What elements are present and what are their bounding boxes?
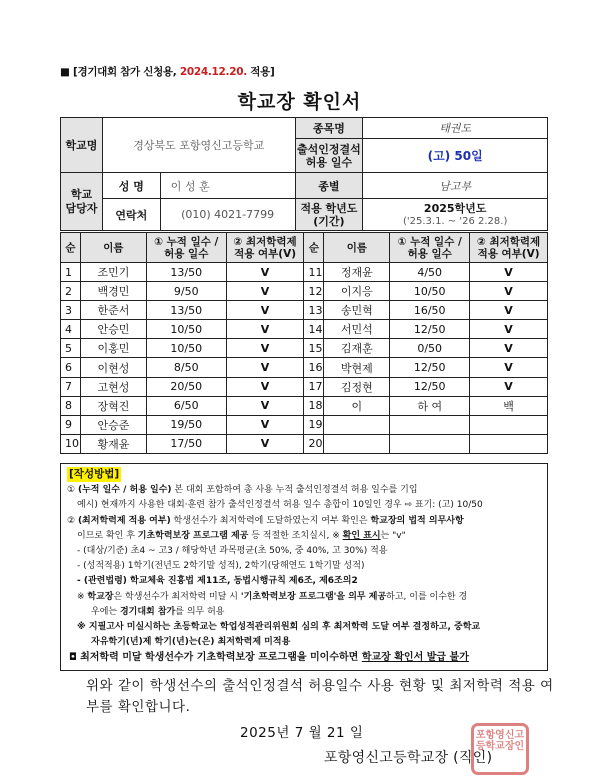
header-date: 2024.12.20. [179,66,247,78]
student-days: 12/50 [390,377,470,396]
supervisor-name: 이 성 훈 [160,173,295,199]
instruction-line: - (관련법령) 학교체육 진흥법 제11조, 동법시행규칙 제6조, 제6조의2 [77,576,358,587]
student-no: 2 [61,282,81,301]
student-no: 16 [304,358,324,377]
instruction-bold: '기초학력보장 프로그램'을 의무 제공 [240,591,387,602]
instruction-bold: 학교장의 법적 의무사항 [370,515,464,526]
student-name: 서민석 [324,320,390,339]
student-no: 5 [61,339,81,358]
student-days: 4/50 [390,263,470,282]
year-label [295,199,363,231]
student-check: V [226,434,304,453]
form-header [60,64,275,79]
table-row [61,396,548,415]
instruction-bold: 확인 표시 [342,530,381,541]
days-label [295,139,363,173]
year-label-line2: (기간) [313,214,345,228]
instructions-heading [67,467,541,483]
student-no: 8 [61,396,81,415]
header-no-right: 순 [304,233,324,263]
supervisor-label [61,173,103,231]
student-name: 백경민 [80,282,146,301]
instruction-bold: (누적 일수 / 허용 일수) [77,485,172,496]
student-days: 12/50 [390,320,470,339]
student-name: 안승민 [80,320,146,339]
event-label: 종목명 [295,118,363,139]
student-check: V [226,301,304,320]
period-value: ('25.3.1. ~ '26 2.28.) [402,215,508,227]
student-check: V [226,396,304,415]
student-check: V [226,263,304,282]
header-days-right [390,233,470,263]
student-days: 13/50 [146,263,226,282]
student-no: 14 [304,320,324,339]
student-check: V [470,339,548,358]
table-row [61,301,548,320]
student-name: 정재윤 [324,263,390,282]
student-no: 10 [61,434,81,453]
instruction-bold: 학교장 [87,591,114,602]
student-check: V [226,415,304,434]
student-no: 11 [304,263,324,282]
instruction-line [67,590,541,605]
instruction-text: 우에는 [91,606,120,617]
student-days: 10/50 [146,339,226,358]
header-no-left: 순 [61,233,81,263]
student-days: 0/50 [390,339,470,358]
student-days: 10/50 [390,282,470,301]
student-check: V [226,377,304,396]
student-days: 10/50 [146,320,226,339]
student-days: 19/50 [146,415,226,434]
instruction-line: ※ 지필고사 미실시하는 초등학교는 학업성적관리위원회 심의 후 최저학력 도달 여부 결정하고, 중학교 [77,622,481,633]
instructions-tag: [작성방법] [67,467,121,482]
student-name: 이 [324,396,390,415]
student-name: 황재윤 [80,434,146,453]
student-days: 8/50 [146,358,226,377]
header-acad-left [226,233,304,263]
school-name: 경상북도 포항영신고등학교 [102,118,295,173]
table-row [61,339,548,358]
student-no: 3 [61,301,81,320]
instruction-text: 를 의무 허용 [175,606,225,617]
header-name-left: 이름 [80,233,146,263]
student-name: 이홍민 [80,339,146,358]
contact-label: 연락처 [102,199,160,231]
header-days-line1: ① 누적 일수 / [397,235,462,248]
student-name [324,434,390,453]
student-days: 13/50 [146,301,226,320]
year-value: 2025학년도 [423,201,487,215]
instruction-line [67,650,541,665]
student-days: 20/50 [146,377,226,396]
table-row [61,282,548,301]
student-name: 이현성 [80,358,146,377]
instruction-line: 예시) 현재까지 사용한 대회·훈련 참가 출석인정결석 허용 일수 총합이 10일인 경우 ⇨ 표기: (고) 10/50 [77,500,483,511]
student-check: V [226,320,304,339]
header-suffix: 적용] [246,66,275,78]
instruction-text: 학생선수가 최저학력에 도달하였는지 여부 확인은 [170,515,371,526]
table-row [61,358,548,377]
student-name: 조민기 [80,263,146,282]
student-days: 하 여 [390,396,470,415]
header-acad-right [470,233,548,263]
student-no: 6 [61,358,81,377]
instruction-line [67,514,541,529]
instruction-text: 은 학생선수가 최저학력 미달 시 [113,591,241,602]
header-acad-line2: 적용 여부(V) [477,247,540,260]
student-no: 4 [61,320,81,339]
instruction-text: 는 "v" [380,530,406,541]
header-acad-line1: ② 최저학력제 [476,235,541,248]
student-check: V [470,282,548,301]
student-check [470,434,548,453]
student-check: V [470,358,548,377]
confirmation-text: 위와 같이 학생선수의 출석인정결석 허용일수 사용 현황 및 최저학력 적용 여부를 확인합니다. [86,678,554,715]
instruction-line: - (대상/기준) 초4 ~ 고3 / 해당학년 과목평균(초 50%, 중 40%, 고 30%) 적용 [77,546,388,557]
student-days: 9/50 [146,282,226,301]
days-label-line2: 허용 일수 [305,155,353,169]
instruction-bullet: ② [67,515,78,526]
instruction-bullet: ① [67,485,78,496]
instruction-text: 등 적절한 조치실시, ※ [248,530,343,541]
contact-value: (010) 4021-7799 [160,199,295,231]
student-days: 6/50 [146,396,226,415]
student-no: 18 [304,396,324,415]
student-name: 안승준 [80,415,146,434]
student-days: 16/50 [390,301,470,320]
instruction-line [67,483,541,498]
student-check: V [470,263,548,282]
year-cell [363,199,548,231]
student-no: 7 [61,377,81,396]
school-name-label: 학교명 [61,118,103,173]
instruction-bold: (최저학력제 적용 여부) [77,515,171,526]
table-row [61,415,548,434]
student-check: 백 [470,396,548,415]
instruction-bullet: ◘ [69,652,81,664]
header-days-line2: 허용 일수 [407,247,452,260]
student-days: 12/50 [390,358,470,377]
header-acad-line1: ② 최저학력제 [233,235,297,248]
gender-value: 남고부 [363,173,548,199]
instruction-bold: 경기대회 참가 [119,606,176,617]
student-name: 박현제 [324,358,390,377]
instruction-bullet: ※ [77,591,88,602]
student-check: V [470,320,548,339]
header-acad-line2: 적용 여부(V) [234,247,297,260]
student-no: 12 [304,282,324,301]
year-label-line1: 적용 학년도 [300,201,358,215]
allowed-days: (고) 50일 [363,139,548,173]
student-no: 20 [304,434,324,453]
student-check: V [470,377,548,396]
student-name: 한준서 [80,301,146,320]
header-days-left [146,233,226,263]
instruction-bold: 학교장 확인서 발급 불가 [361,652,469,664]
student-name: 장혁진 [80,396,146,415]
student-no: 17 [304,377,324,396]
student-name: 송민혁 [324,301,390,320]
supervisor-label-line2: 담당자 [65,201,98,215]
student-table [60,232,548,454]
seal-text: 포항영신고등학교장인 [475,730,525,752]
issue-date: 2025년 7 월 21 일 [240,725,364,741]
student-name: 고현성 [80,377,146,396]
student-days [390,415,470,434]
instruction-line: 자유학기(년)제 학기(년)는(은) 최저학력제 미적용 [91,637,291,648]
instruction-line [67,605,541,620]
gender-label: 종별 [295,173,363,199]
student-no: 13 [304,301,324,320]
student-check: V [470,301,548,320]
instruction-text: 이므로 확인 후 [77,530,138,541]
student-check: V [226,339,304,358]
supervisor-label-line1: 학교 [70,187,93,201]
student-days: 17/50 [146,434,226,453]
student-no: 19 [304,415,324,434]
instruction-line: - (성적적용) 1학기(전년도 2학기말 성적), 2학기(당해연도 1학기말 성적) [77,561,365,572]
student-no: 15 [304,339,324,358]
student-check: V [226,358,304,377]
table-row [61,263,548,282]
event-value: 태권도 [363,118,548,139]
header-days-line2: 허용 일수 [164,247,209,260]
student-check: V [226,282,304,301]
table-row [61,320,548,339]
instruction-text: 하고, 이를 이수한 경 [386,591,468,602]
student-name: 이지응 [324,282,390,301]
instruction-bold: 기초학력보장 프로그램 제공 [137,530,249,541]
table-row [61,434,548,453]
instruction-line [67,529,541,544]
page-title: 학교장 확인서 [237,91,362,113]
header-name-right: 이름 [324,233,390,263]
student-name [324,415,390,434]
header-prefix: ■ [경기대회 참가 신청용, [60,66,180,78]
principal-signature: 포항영신고등학교장 (직인) [324,750,493,766]
student-days [390,434,470,453]
supervisor-name-label: 성 명 [102,173,160,199]
instruction-text: 본 대회 포함하여 총 사용 누적 출석인정결석 허용 일수를 기입 [171,485,418,496]
header-days-line1: ① 누적 일수 / [154,235,219,248]
table-row [61,377,548,396]
student-name: 김재훈 [324,339,390,358]
school-info-table [60,117,548,231]
days-label-line1: 출석인정결석 [297,142,361,156]
student-no: 1 [61,263,81,282]
student-name: 김정현 [324,377,390,396]
student-no: 9 [61,415,81,434]
instructions-box [60,463,548,671]
instruction-bold: 최저학력 미달 학생선수가 기초학력보장 프로그램을 미이수하면 [80,652,362,664]
student-check [470,415,548,434]
